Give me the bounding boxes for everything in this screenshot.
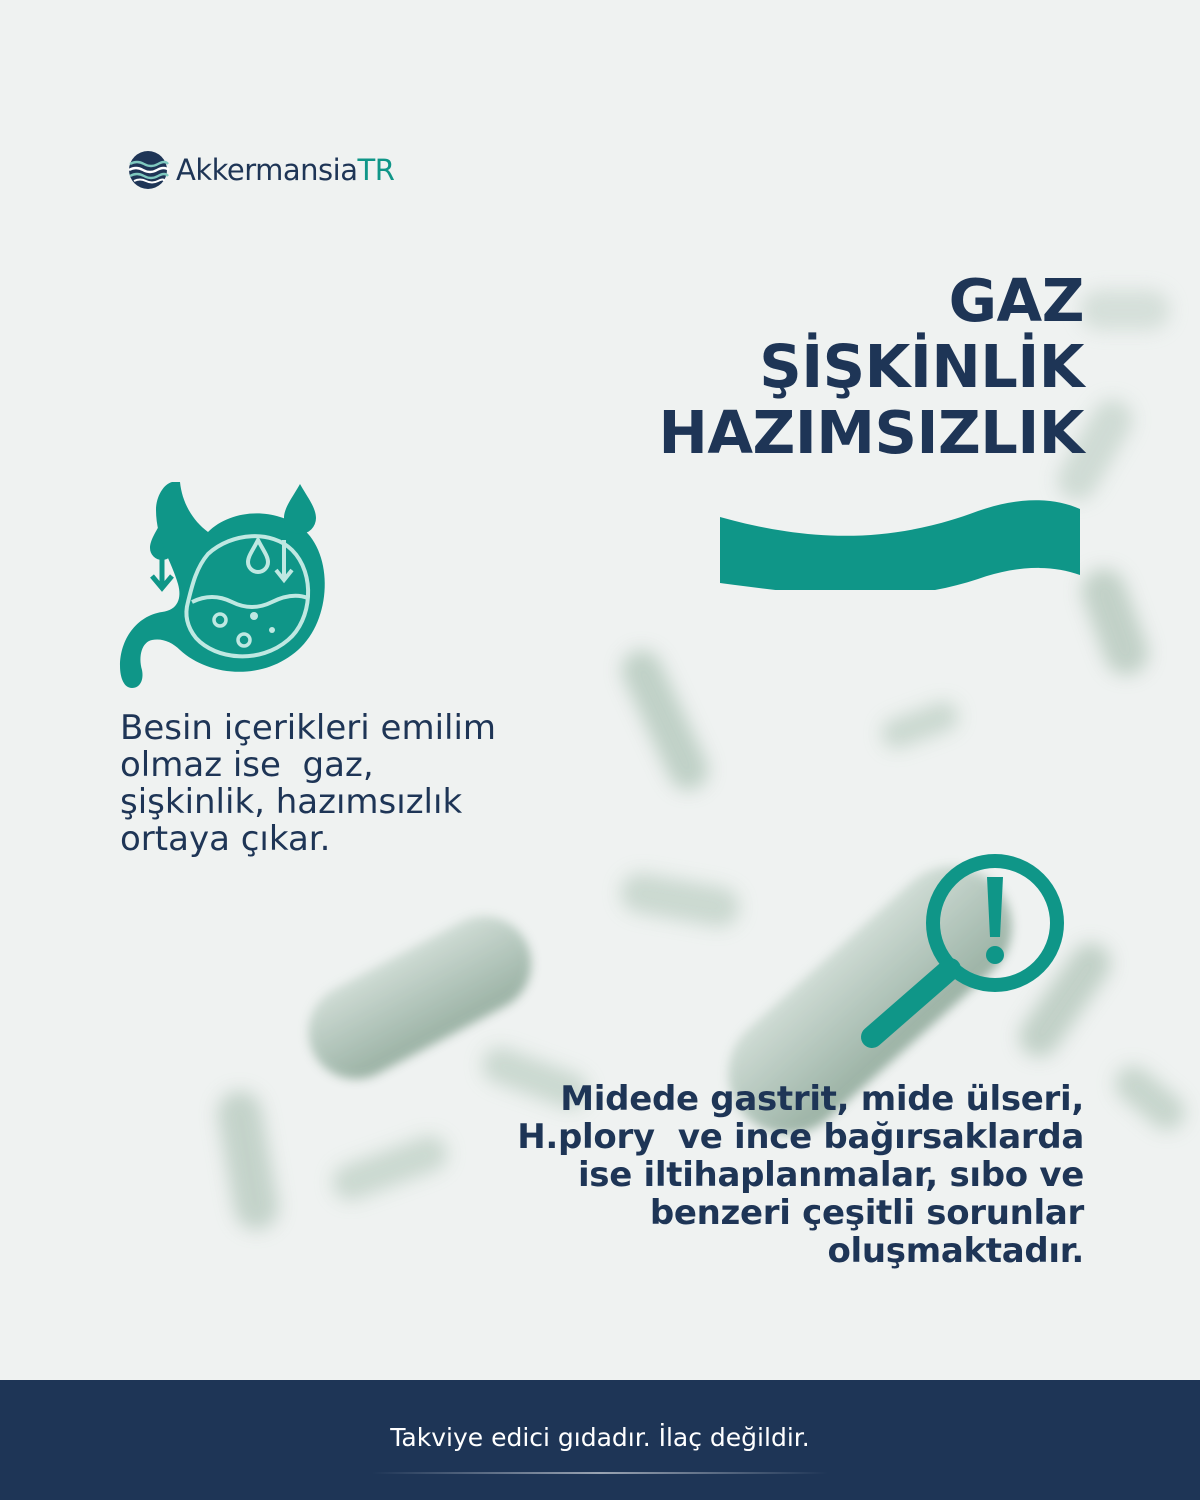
- headline-line-3: HAZIMSIZLIK: [658, 398, 1084, 467]
- brand-logo: [126, 148, 394, 192]
- absorption-line-1: Besin içerikleri emilim: [120, 708, 497, 748]
- conditions-line-2: H.plory ve ince bağırsaklarda: [517, 1117, 1084, 1157]
- conditions-line-5: oluşmaktadır.: [827, 1231, 1084, 1271]
- conditions-line-1: Midede gastrit, mide ülseri,: [560, 1079, 1084, 1119]
- brand-suffix: TR: [357, 153, 395, 187]
- teal-wave-decoration: [718, 495, 1082, 590]
- conditions-line-3: ise iltihaplanmalar, sıbo ve: [577, 1155, 1084, 1195]
- headline-line-1: GAZ: [948, 266, 1084, 335]
- conditions-line-4: benzeri çeşitli sorunlar: [649, 1193, 1084, 1233]
- absorption-paragraph: [120, 710, 580, 858]
- headline-line-2: ŞİŞKİNLİK: [759, 332, 1084, 401]
- magnifier-exclamation-icon: [850, 845, 1090, 1055]
- absorption-line-3: şişkinlik, hazımsızlık: [120, 782, 463, 822]
- conditions-paragraph: [424, 1080, 1084, 1270]
- footer-disclaimer: Takviye edici gıdadır. İlaç değildir.: [390, 1423, 810, 1452]
- absorption-line-2: olmaz ise gaz,: [120, 745, 374, 785]
- brand-name: AkkermansiaTR: [176, 153, 395, 187]
- footer-divider: [372, 1472, 828, 1474]
- stomach-digestion-icon: [112, 470, 344, 698]
- headline: [659, 268, 1084, 466]
- globe-wave-icon: [126, 148, 170, 192]
- absorption-line-4: ortaya çıkar.: [120, 819, 331, 859]
